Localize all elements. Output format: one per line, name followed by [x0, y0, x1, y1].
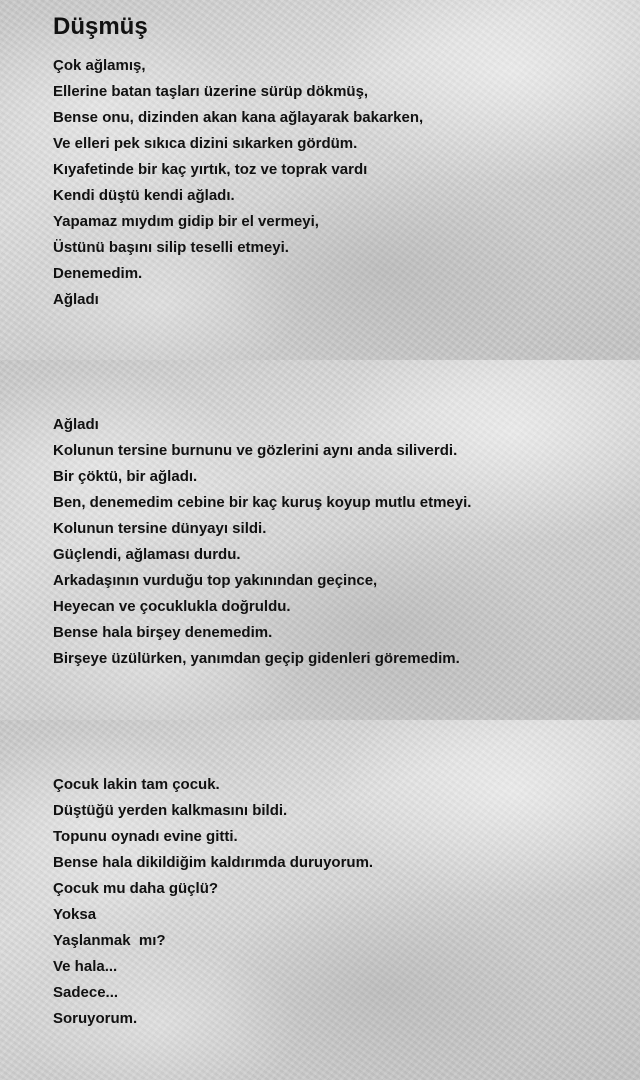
poem-line: Bense hala dikildiğim kaldırımda duruyorum.: [53, 854, 374, 871]
poem-line: Kolunun tersine burnunu ve gözlerini aynı anda siliverdi.: [53, 442, 458, 459]
poem-line: Topunu oynadı evine gitti.: [53, 828, 238, 845]
poem-line: Ben, denemedim cebine bir kaç kuruş koyup mutlu etmeyi.: [53, 494, 472, 511]
poem-line: Ağladı: [53, 416, 99, 433]
poem-line: Yapamaz mıydım gidip bir el vermeyi,: [53, 213, 319, 230]
poem-panel-3: [0, 720, 640, 1080]
poem-line: Bense hala birşey denemedim.: [53, 624, 273, 641]
poem-line: Ve elleri pek sıkıca dizini sıkarken gördüm.: [53, 135, 358, 152]
poem-line: Kolunun tersine dünyayı sildi.: [53, 520, 267, 537]
poem-line: Heyecan ve çocuklukla doğruldu.: [53, 598, 291, 615]
poem-line: Çocuk lakin tam çocuk.: [53, 776, 220, 793]
poem-line: Denemedim.: [53, 265, 143, 282]
poem-line: Kıyafetinde bir kaç yırtık, toz ve toprak vardı: [53, 161, 368, 178]
poem-line: Düştüğü yerden kalkmasını bildi.: [53, 802, 288, 819]
poem-line: Üstünü başını silip teselli etmeyi.: [53, 239, 289, 256]
poem-line: Bir çöktü, bir ağladı.: [53, 468, 198, 485]
poem-panel-1: [0, 0, 640, 360]
poem-line: Çocuk mu daha güçlü?: [53, 880, 219, 897]
poem-line: Soruyorum.: [53, 1010, 138, 1027]
poem-line: Ellerine batan taşları üzerine sürüp dökmüş,: [53, 83, 369, 100]
stanza-3: [53, 772, 623, 1032]
poem-line: Yoksa: [53, 906, 97, 923]
poem-line: Çok ağlamış,: [53, 57, 146, 74]
poem-line: Arkadaşının vurduğu top yakınından geçince,: [53, 572, 378, 589]
poem-panel-2: [0, 360, 640, 720]
poem-title: Düşmüş: [53, 13, 148, 40]
poem-line: Güçlendi, ağlaması durdu.: [53, 546, 241, 563]
poem-line: Kendi düştü kendi ağladı.: [53, 187, 235, 204]
stanza-1: [53, 53, 623, 313]
poem-line: Ağladı: [53, 291, 99, 308]
poem-line: Bense onu, dizinden akan kana ağlayarak bakarken,: [53, 109, 424, 126]
poem-line: Sadece...: [53, 984, 119, 1001]
stanza-2: [53, 412, 623, 672]
poem-line: Birşeye üzülürken, yanımdan geçip gidenleri göremedim.: [53, 650, 460, 667]
poem-line: Ve hala...: [53, 958, 118, 975]
poem-line: Yaşlanmak mı?: [53, 932, 166, 949]
